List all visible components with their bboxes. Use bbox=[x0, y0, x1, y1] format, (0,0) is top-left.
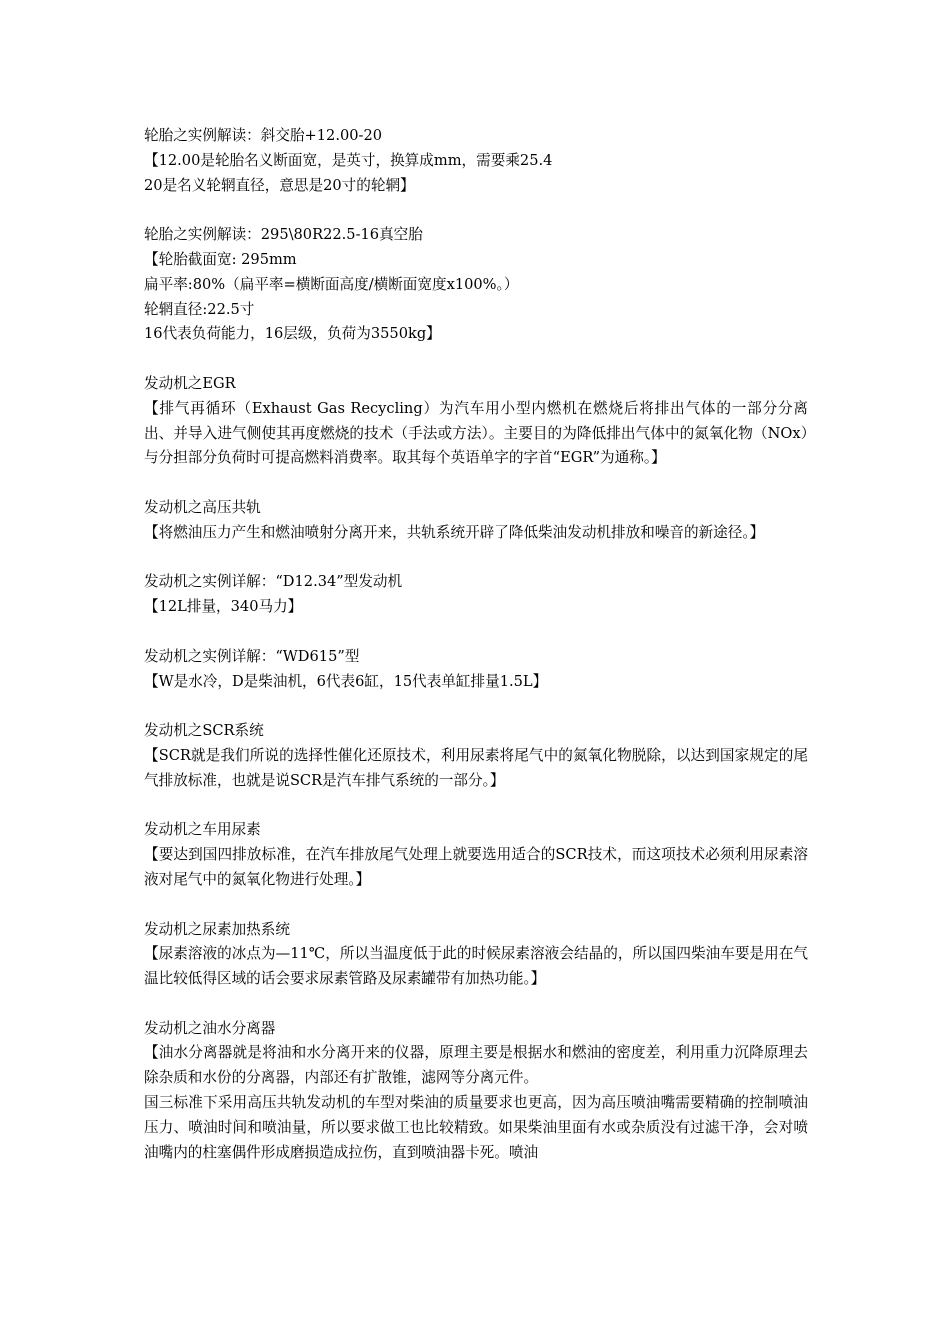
tire2-line2: 扁平率:80%（扁平率=横断面高度/横断面宽度x100%。） bbox=[144, 275, 519, 293]
urea-body: 【要达到国四排放标准，在汽车排放尾气处理上就要选用适合的SCR技术，而这项技术必须利用尿素溶液对尾气中的氮氧化物进行处理。】 bbox=[144, 846, 808, 888]
tire1-line2: 20是名义轮辋直径，意思是20寸的轮辋】 bbox=[144, 176, 415, 194]
paragraph-gap bbox=[144, 546, 808, 571]
document-body bbox=[144, 124, 808, 1165]
separator-title: 发动机之油水分离器 bbox=[144, 1019, 276, 1037]
tire2-line4: 16代表负荷能力，16层级，负荷为3550kg】 bbox=[144, 325, 441, 343]
common-rail-title: 发动机之高压共轨 bbox=[144, 498, 261, 516]
paragraph-gap bbox=[144, 694, 808, 719]
wd615-title: 发动机之实例详解：“WD615”型 bbox=[144, 647, 360, 665]
paragraph-gap bbox=[144, 347, 808, 372]
urea-heating-title: 发动机之尿素加热系统 bbox=[144, 920, 290, 938]
tire2-line1: 【轮胎截面宽: 295mm bbox=[144, 250, 297, 268]
urea-title: 发动机之车用尿素 bbox=[144, 821, 261, 839]
common-rail-body: 【将燃油压力产生和燃油喷射分离开来，共轨系统开辟了降低柴油发动机排放和噪音的新途径。】 bbox=[144, 523, 765, 541]
paragraph-gap bbox=[144, 198, 808, 223]
paragraph-gap bbox=[144, 471, 808, 496]
tire2-line3: 轮辋直径:22.5寸 bbox=[144, 300, 255, 318]
separator-body-1: 【油水分离器就是将油和水分离开来的仪器，原理主要是根据水和燃油的密度差，利用重力沉降原理去除杂质和水份的分离器，内部还有扩散锥，滤网等分离元件。 bbox=[144, 1044, 808, 1087]
paragraph-gap bbox=[144, 794, 808, 819]
paragraph-gap bbox=[144, 893, 808, 918]
tire1-title: 轮胎之实例解读：斜交胎+12.00-20 bbox=[144, 127, 383, 144]
egr-body: 【排气再循环（Exhaust Gas Recycling）为汽车用小型内燃机在燃烧后将排出气体的一部分分离出、并导入进气侧使其再度燃烧的技术（手法或方法）。主要目的为降低排出气体中的氮氧化物（NOx）与分担部分负荷时可提高燃料消费率。取其每个英语单字的字首“EGR”为通称。】 bbox=[144, 399, 808, 467]
urea-heating-body: 【尿素溶液的冰点为—11℃，所以当温度低于此的时候尿素溶液会结晶的，所以国四柴油车要是用在气温比较低得区域的话会要求尿素管路及尿素罐带有加热功能。】 bbox=[144, 945, 808, 988]
scr-body: 【SCR就是我们所说的选择性催化还原技术，利用尿素将尾气中的氮氧化物脱除，以达到国家规定的尾气排放标准，也就是说SCR是汽车排气系统的一部分。】 bbox=[144, 746, 808, 789]
paragraph-gap bbox=[144, 992, 808, 1017]
tire2-title: 轮胎之实例解读：295\80R22.5-16真空胎 bbox=[144, 226, 423, 244]
egr-title: 发动机之EGR bbox=[144, 374, 236, 392]
tire1-line1: 【12.00是轮胎名义断面宽，是英寸，换算成mm，需要乘25.4 bbox=[144, 151, 553, 169]
wd615-body: 【W是水冷，D是柴油机，6代表6缸，15代表单缸排量1.5L】 bbox=[144, 672, 548, 690]
separator-body-2: 国三标准下采用高压共轨发动机的车型对柴油的质量要求也更高，因为高压喷油嘴需要精确的控制喷油压力、喷油时间和喷油量，所以要求做工也比较精致。如果柴油里面有水或杂质没有过滤干净，会对喷油嘴内的柱塞偶件形成磨损造成拉伤，直到喷油器卡死。喷油 bbox=[144, 1094, 808, 1161]
paragraph-gap bbox=[144, 620, 808, 645]
scr-title: 发动机之SCR系统 bbox=[144, 722, 264, 740]
d12-body: 【12L排量，340马力】 bbox=[144, 598, 303, 616]
d12-title: 发动机之实例详解：“D12.34”型发动机 bbox=[144, 573, 403, 591]
